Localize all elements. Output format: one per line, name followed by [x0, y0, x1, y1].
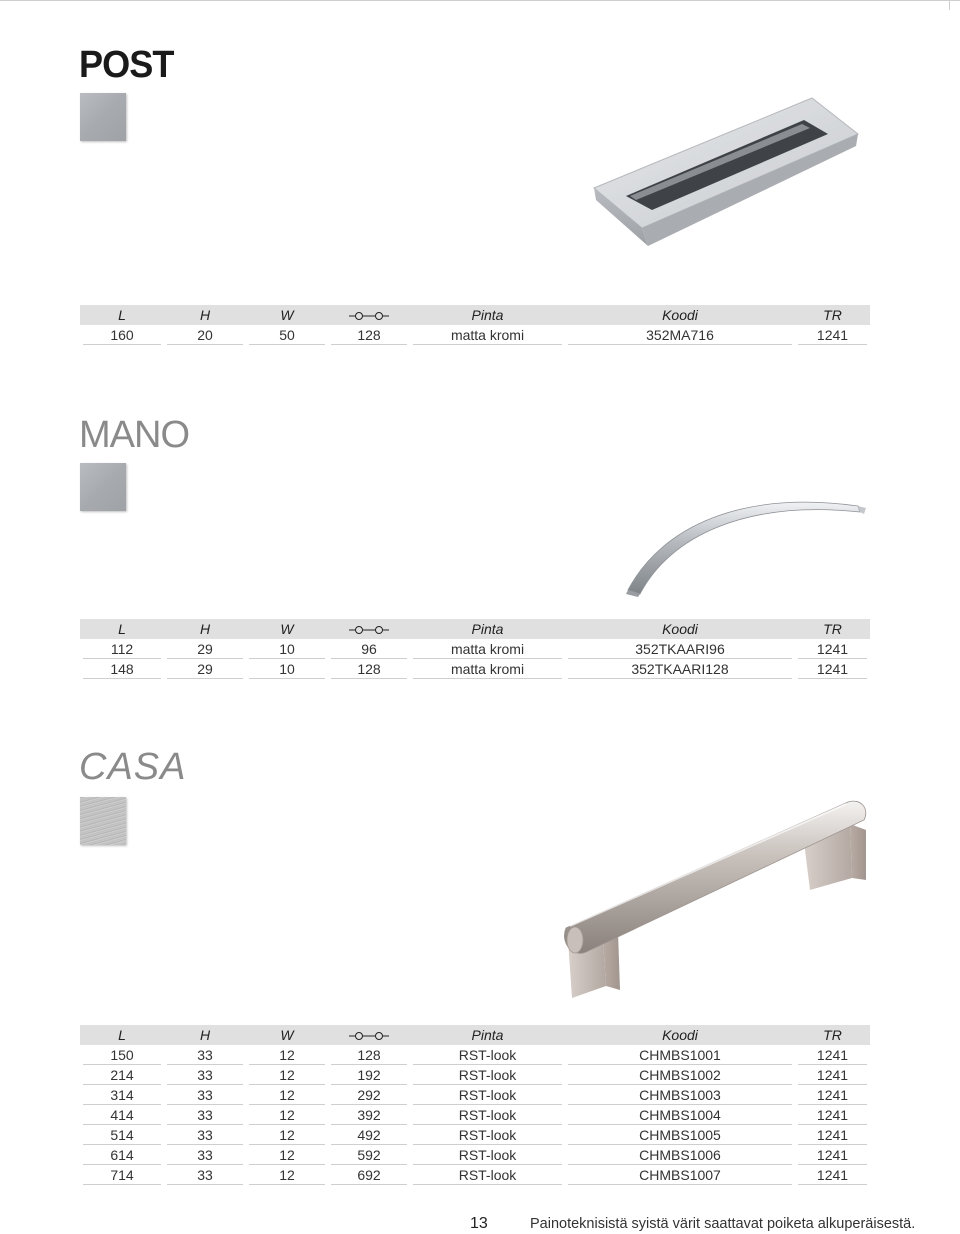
- cell-finish: matta kromi: [410, 639, 565, 659]
- col-header-code: Koodi: [565, 1025, 795, 1045]
- page-number: 13: [470, 1215, 488, 1232]
- cell-hole-spacing: 292: [328, 1085, 410, 1105]
- casa-spec-table: [80, 1025, 870, 1185]
- casa-handle-image: [560, 790, 878, 1005]
- col-header-length: L: [80, 305, 164, 325]
- cell-height: 33: [164, 1165, 246, 1185]
- hole-spacing-icon: [347, 1030, 391, 1042]
- cell-hole-spacing: 96: [328, 639, 410, 659]
- table-row: [80, 659, 870, 679]
- cell-hole-spacing: 128: [328, 1045, 410, 1065]
- post-handle-image: [590, 96, 862, 256]
- table-row: [80, 1165, 870, 1185]
- col-header-finish: Pinta: [410, 1025, 565, 1045]
- cell-width: 12: [246, 1065, 328, 1085]
- table-header-row: [80, 305, 870, 325]
- cell-length: 514: [80, 1125, 164, 1145]
- cell-finish: RST-look: [410, 1085, 565, 1105]
- cell-length: 414: [80, 1105, 164, 1125]
- cell-tr: 1241: [795, 325, 870, 345]
- cell-height: 33: [164, 1145, 246, 1165]
- cell-finish: RST-look: [410, 1045, 565, 1065]
- col-header-tr: TR: [795, 619, 870, 639]
- cell-tr: 1241: [795, 659, 870, 679]
- casa-finish-swatch: [80, 797, 126, 845]
- col-header-hole-spacing: [328, 1025, 410, 1045]
- cell-length: 160: [80, 325, 164, 345]
- cell-tr: 1241: [795, 1105, 870, 1125]
- table-row: [80, 1045, 870, 1065]
- cell-code: CHMBS1004: [565, 1105, 795, 1125]
- cell-hole-spacing: 692: [328, 1165, 410, 1185]
- mano-spec-table: [80, 619, 870, 679]
- cell-hole-spacing: 128: [328, 325, 410, 345]
- col-header-width: W: [246, 619, 328, 639]
- cell-length: 714: [80, 1165, 164, 1185]
- cell-height: 33: [164, 1085, 246, 1105]
- mano-handle-image: [622, 486, 867, 598]
- col-header-tr: TR: [795, 1025, 870, 1045]
- cell-width: 10: [246, 659, 328, 679]
- cell-height: 29: [164, 639, 246, 659]
- col-header-width: W: [246, 305, 328, 325]
- cell-code: 352TKAARI96: [565, 639, 795, 659]
- col-header-hole-spacing: [328, 305, 410, 325]
- cell-height: 33: [164, 1105, 246, 1125]
- cell-code: CHMBS1006: [565, 1145, 795, 1165]
- col-header-length: L: [80, 1025, 164, 1045]
- col-header-hole-spacing: [328, 619, 410, 639]
- cell-code: 352MA716: [565, 325, 795, 345]
- col-header-finish: Pinta: [410, 619, 565, 639]
- cell-tr: 1241: [795, 639, 870, 659]
- footer-disclaimer: Painoteknisistä syistä värit saattavat poiketa alkuperäisestä.: [530, 1216, 916, 1232]
- corner-mark: [949, 0, 950, 10]
- cell-height: 33: [164, 1045, 246, 1065]
- cell-tr: 1241: [795, 1145, 870, 1165]
- cell-tr: 1241: [795, 1045, 870, 1065]
- col-header-code: Koodi: [565, 305, 795, 325]
- cell-hole-spacing: 592: [328, 1145, 410, 1165]
- cell-hole-spacing: 392: [328, 1105, 410, 1125]
- table-row: [80, 1125, 870, 1145]
- col-header-length: L: [80, 619, 164, 639]
- col-header-finish: Pinta: [410, 305, 565, 325]
- cell-code: CHMBS1003: [565, 1085, 795, 1105]
- col-header-height: H: [164, 1025, 246, 1045]
- top-rule: [0, 0, 960, 5]
- cell-finish: matta kromi: [410, 325, 565, 345]
- cell-code: 352TKAARI128: [565, 659, 795, 679]
- cell-length: 150: [80, 1045, 164, 1065]
- cell-code: CHMBS1005: [565, 1125, 795, 1145]
- casa-title: CASA: [79, 746, 187, 788]
- col-header-tr: TR: [795, 305, 870, 325]
- col-header-width: W: [246, 1025, 328, 1045]
- cell-finish: RST-look: [410, 1145, 565, 1165]
- cell-code: CHMBS1002: [565, 1065, 795, 1085]
- cell-finish: RST-look: [410, 1105, 565, 1125]
- cell-height: 20: [164, 325, 246, 345]
- cell-length: 112: [80, 639, 164, 659]
- cell-code: CHMBS1001: [565, 1045, 795, 1065]
- cell-width: 12: [246, 1085, 328, 1105]
- cell-tr: 1241: [795, 1125, 870, 1145]
- table-row: [80, 1065, 870, 1085]
- cell-tr: 1241: [795, 1085, 870, 1105]
- mano-finish-swatch: [80, 463, 126, 511]
- post-finish-swatch: [80, 93, 126, 141]
- cell-length: 314: [80, 1085, 164, 1105]
- cell-length: 614: [80, 1145, 164, 1165]
- cell-height: 33: [164, 1065, 246, 1085]
- cell-finish: RST-look: [410, 1125, 565, 1145]
- cell-width: 12: [246, 1145, 328, 1165]
- cell-width: 12: [246, 1165, 328, 1185]
- cell-height: 29: [164, 659, 246, 679]
- cell-hole-spacing: 192: [328, 1065, 410, 1085]
- cell-height: 33: [164, 1125, 246, 1145]
- table-header-row: [80, 619, 870, 639]
- col-header-height: H: [164, 619, 246, 639]
- cell-tr: 1241: [795, 1165, 870, 1185]
- cell-length: 214: [80, 1065, 164, 1085]
- cell-width: 12: [246, 1045, 328, 1065]
- cell-hole-spacing: 128: [328, 659, 410, 679]
- hole-spacing-icon: [347, 624, 391, 636]
- table-row: [80, 1145, 870, 1165]
- table-row: [80, 325, 870, 345]
- post-title: POST: [79, 44, 174, 86]
- hole-spacing-icon: [347, 310, 391, 322]
- table-row: [80, 1085, 870, 1105]
- cell-length: 148: [80, 659, 164, 679]
- col-header-height: H: [164, 305, 246, 325]
- table-row: [80, 639, 870, 659]
- table-header-row: [80, 1025, 870, 1045]
- cell-width: 12: [246, 1125, 328, 1145]
- cell-hole-spacing: 492: [328, 1125, 410, 1145]
- cell-tr: 1241: [795, 1065, 870, 1085]
- post-spec-table: [80, 305, 870, 345]
- cell-finish: RST-look: [410, 1065, 565, 1085]
- mano-title: MANO: [79, 414, 189, 456]
- cell-code: CHMBS1007: [565, 1165, 795, 1185]
- cell-width: 10: [246, 639, 328, 659]
- col-header-code: Koodi: [565, 619, 795, 639]
- cell-finish: RST-look: [410, 1165, 565, 1185]
- cell-width: 50: [246, 325, 328, 345]
- cell-width: 12: [246, 1105, 328, 1125]
- table-row: [80, 1105, 870, 1125]
- cell-finish: matta kromi: [410, 659, 565, 679]
